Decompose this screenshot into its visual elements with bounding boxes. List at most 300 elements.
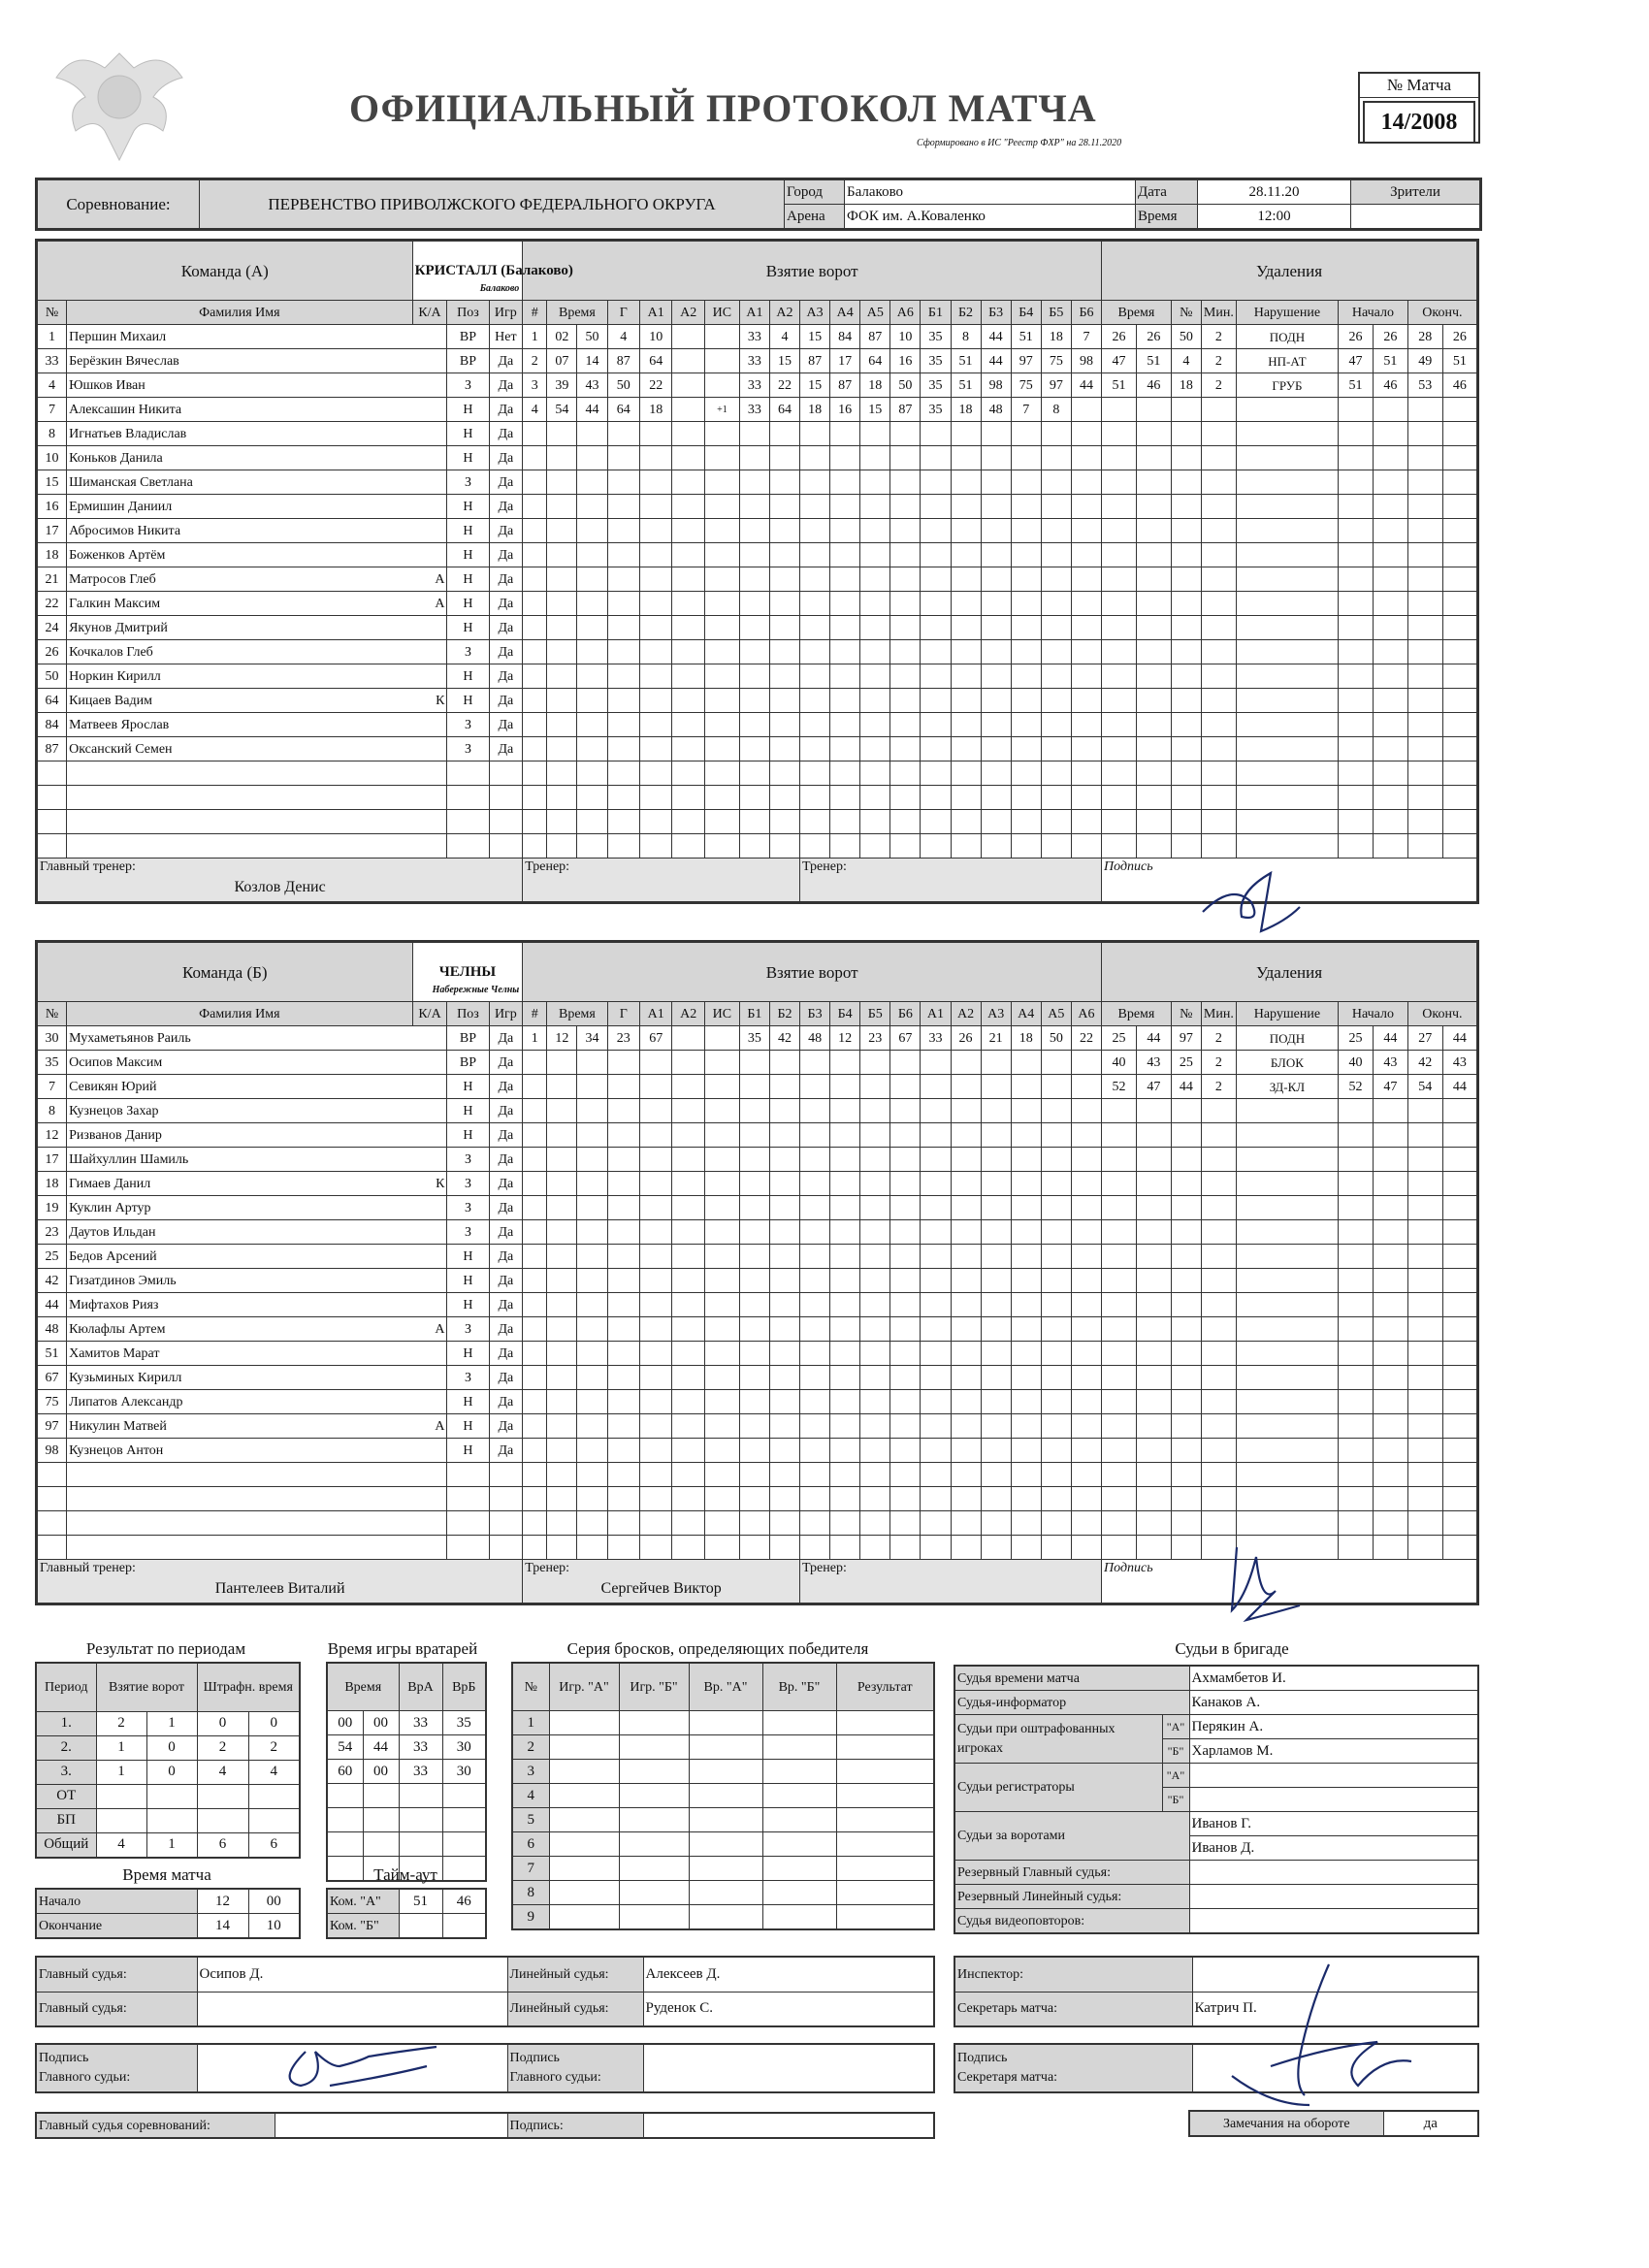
line-referee-2: Руденок С.	[643, 1992, 934, 2026]
teamA-player-name: Берёзкин Вячеслав	[67, 349, 412, 373]
periods-title: Результат по периодам	[85, 1639, 246, 1658]
sign-word: Подпись	[509, 2051, 560, 2065]
teamA-player-number: 21	[37, 567, 67, 592]
reserve-main-label: Резервный Главный судья:	[954, 1861, 1189, 1885]
teamB-penalty-cell: 54	[1407, 1075, 1442, 1099]
teamB-col-name: Фамилия Имя	[67, 1002, 412, 1026]
teamA-player-pos: Н	[447, 567, 489, 592]
teamA-penalty-cell: 2	[1201, 349, 1236, 373]
goalie-value: 00	[363, 1760, 399, 1784]
coach-b-signature	[1208, 1538, 1314, 1630]
main-referee-1: Осипов Д.	[197, 1957, 507, 1992]
teamA-row	[37, 567, 1478, 592]
teamB-player-ka: А	[412, 1317, 447, 1342]
teamA-player-name: Першин Михаил	[67, 325, 412, 349]
teamA-goal-cell: 02	[547, 325, 577, 349]
teamB-player-number: 17	[37, 1148, 67, 1172]
teamA-col-minus-5: Б5	[1041, 301, 1071, 325]
arena-value: ФОК им. А.Коваленко	[845, 205, 1136, 230]
teamB-goal-cell: 42	[769, 1026, 799, 1051]
teamA-player-ka	[412, 422, 447, 446]
teamA-col-pen-end: Оконч.	[1407, 301, 1477, 325]
teamB-player-pos: Н	[447, 1245, 489, 1269]
video-judge-label: Судья видеоповторов:	[954, 1909, 1189, 1934]
goal-judge-2: Иванов Д.	[1189, 1836, 1478, 1861]
teamB-penalty-cell: 43	[1373, 1051, 1407, 1075]
period-value	[197, 1784, 248, 1808]
teamA-player-number: 33	[37, 349, 67, 373]
shootout-row	[512, 1760, 934, 1784]
period-name: Общий	[36, 1832, 96, 1858]
teamA-player-number: 18	[37, 543, 67, 567]
remarks-label: Замечания на обороте	[1189, 2111, 1383, 2136]
teamB-player-ka	[412, 1026, 447, 1051]
teamA-player-ka: А	[412, 567, 447, 592]
teamA-col-minus-1: Б1	[921, 301, 951, 325]
teamB-player-name: Хамитов Марат	[67, 1342, 412, 1366]
teamB-player-number: 44	[37, 1293, 67, 1317]
teamA-player-ka	[412, 616, 447, 640]
penalty-judge-b: Харламов М.	[1189, 1739, 1478, 1764]
teamB-penalty-cell: 42	[1407, 1051, 1442, 1075]
referees-table	[35, 1956, 935, 2027]
teamB-player-pos: Н	[447, 1293, 489, 1317]
teamB-row	[37, 1390, 1478, 1414]
periods-header-goals: Взятие ворот	[96, 1663, 197, 1711]
secretary-label: Секретарь матча:	[954, 1992, 1192, 2026]
timeout-a-second: 46	[442, 1889, 486, 1914]
teamA-goal-cell: 87	[607, 349, 639, 373]
teamB-col-minus-1: А1	[921, 1002, 951, 1026]
teamA-goal-cell	[704, 373, 739, 398]
teamA-player-name: Юшков Иван	[67, 373, 412, 398]
goalie-header-a: ВрА	[399, 1663, 442, 1711]
teamB-player-name: Шайхуллин Шамиль	[67, 1148, 412, 1172]
teamA-goal-cell: 10	[640, 325, 672, 349]
period-value: 1	[146, 1832, 197, 1858]
teamB-row	[37, 1051, 1478, 1075]
period-value: 0	[146, 1735, 197, 1760]
teamA-player-played: Да	[489, 373, 523, 398]
teamA-penalty-cell: 46	[1136, 373, 1171, 398]
period-value: 0	[197, 1711, 248, 1735]
teamB-player-played: Да	[489, 1172, 523, 1196]
teamB-player-played: Да	[489, 1439, 523, 1463]
teamB-coach1-cell	[523, 1560, 800, 1604]
timeout-b-minute	[399, 1914, 442, 1939]
teamA-penalty-cell: 49	[1407, 349, 1442, 373]
competition-sign-label: Подпись:	[507, 2113, 643, 2138]
teamA-row	[37, 325, 1478, 349]
goalie-value: 33	[399, 1711, 442, 1735]
teamA-penalty-cell: 2	[1201, 373, 1236, 398]
teamA-player-number: 24	[37, 616, 67, 640]
periods-header-period: Период	[36, 1663, 96, 1711]
teamB-player-pos: З	[447, 1317, 489, 1342]
spectators-value	[1351, 205, 1481, 230]
teamA-penalty-cell: 46	[1442, 373, 1477, 398]
teamA-col-pen-num: №	[1171, 301, 1201, 325]
teamA-goal-cell: 43	[577, 373, 607, 398]
shootout-header-player-b: Игр. "Б"	[619, 1663, 689, 1711]
teamB-goal-cell: 50	[1041, 1026, 1071, 1051]
teamA-player-ka	[412, 470, 447, 495]
reserve-line-value	[1189, 1885, 1478, 1909]
teamA-goal-cell: 87	[800, 349, 830, 373]
match-start-hour: 12	[197, 1889, 248, 1914]
teamB-col-goal-time: Время	[547, 1002, 607, 1026]
teamB-col-plus-4: Б4	[830, 1002, 860, 1026]
teamA-row	[37, 592, 1478, 616]
teamB-penalty-cell: БЛОК	[1236, 1051, 1338, 1075]
teamA-goal-cell: 15	[769, 349, 799, 373]
teamA-table	[35, 239, 1479, 904]
teamA-head-coach-name: Козлов Денис	[234, 879, 326, 895]
shootout-num: 9	[512, 1905, 549, 1930]
timekeeper-name: Ахмамбетов И.	[1189, 1666, 1478, 1691]
teamB-player-ka: К	[412, 1172, 447, 1196]
teamA-goal-cell: 98	[981, 373, 1011, 398]
shootout-row	[512, 1735, 934, 1760]
match-number: 14/2008	[1363, 101, 1475, 144]
competition-main-referee-value	[275, 2113, 507, 2138]
generated-note: Сформировано в ИС "Реестр ФХР" на 28.11.2020	[917, 138, 1122, 148]
teamA-name: КРИСТАЛЛ (Балаково)	[414, 262, 573, 278]
teamB-player-pos: З	[447, 1148, 489, 1172]
teamA-col-plus-5: А5	[860, 301, 890, 325]
teamA-col-minus-3: Б3	[981, 301, 1011, 325]
teamB-col-plus-2: Б2	[769, 1002, 799, 1026]
periods-header-penalty: Штрафн. время	[197, 1663, 300, 1711]
teamA-goal-cell: 18	[640, 398, 672, 422]
date-value: 28.11.20	[1198, 179, 1351, 205]
teamB-col-pos: Поз	[447, 1002, 489, 1026]
teamA-col-num: №	[37, 301, 67, 325]
teamA-player-number: 10	[37, 446, 67, 470]
teamB-penalty-cell: 43	[1136, 1051, 1171, 1075]
teamB-goal-cell: 26	[951, 1026, 981, 1051]
teamB-goal-cell: 67	[890, 1026, 921, 1051]
teamB-player-ka	[412, 1123, 447, 1148]
teamA-goal-cell	[672, 325, 704, 349]
teamB-player-played: Да	[489, 1317, 523, 1342]
teamA-col-minus-6: Б6	[1071, 301, 1101, 325]
teamA-player-name: Абросимов Никита	[67, 519, 412, 543]
teamB-player-number: 67	[37, 1366, 67, 1390]
teamB-penalty-cell: 27	[1407, 1026, 1442, 1051]
teamB-player-pos: ВР	[447, 1051, 489, 1075]
teamA-player-pos: Н	[447, 398, 489, 422]
teamA-goal-cell: 15	[800, 325, 830, 349]
match-end-minute: 10	[248, 1914, 300, 1939]
teamA-player-played: Да	[489, 543, 523, 567]
teamA-goal-cell: 4	[523, 398, 547, 422]
teamA-player-played: Да	[489, 664, 523, 689]
teamB-player-played: Да	[489, 1293, 523, 1317]
teamA-col-assist1: А1	[640, 301, 672, 325]
teamA-col-goal-num: #	[523, 301, 547, 325]
teamA-player-played: Да	[489, 398, 523, 422]
teamB-penalty-cell: 44	[1373, 1026, 1407, 1051]
match-end-label: Окончание	[36, 1914, 197, 1939]
teamA-player-pos: Н	[447, 495, 489, 519]
teamA-penalty-cell: 51	[1102, 373, 1137, 398]
teamB-row	[37, 1220, 1478, 1245]
shootout-title: Серия бросков, определяющих победителя	[566, 1639, 869, 1658]
goalie-value: 30	[442, 1760, 486, 1784]
teamA-goal-cell: 18	[800, 398, 830, 422]
teamA-row	[37, 664, 1478, 689]
coach-a-signature	[1193, 863, 1319, 941]
teamA-col-plus-4: А4	[830, 301, 860, 325]
teamB-row	[37, 1463, 1478, 1487]
teamA-coach1-label: Тренер:	[525, 859, 570, 874]
teamA-col-pen-min: Мин.	[1201, 301, 1236, 325]
city-label: Город	[785, 179, 845, 205]
teamB-player-ka	[412, 1366, 447, 1390]
teamA-player-played: Да	[489, 495, 523, 519]
teamA-col-pos: Поз	[447, 301, 489, 325]
goal-judges-label: Судьи за воротами	[954, 1812, 1189, 1861]
teamA-goal-cell: 51	[1011, 325, 1041, 349]
teamB-player-pos: Н	[447, 1123, 489, 1148]
shootout-row	[512, 1857, 934, 1881]
teamA-row	[37, 786, 1478, 810]
period-value	[96, 1808, 146, 1832]
teamA-goal-cell: 35	[921, 398, 951, 422]
teamB-player-played: Да	[489, 1196, 523, 1220]
teamB-player-ka: А	[412, 1414, 447, 1439]
teamB-player-number: 19	[37, 1196, 67, 1220]
registrar-b	[1189, 1788, 1478, 1812]
teamB-player-name: Севикян Юрий	[67, 1075, 412, 1099]
main-referee-signatures	[35, 2043, 935, 2093]
shootout-row	[512, 1711, 934, 1735]
teamB-penalty-cell: 47	[1136, 1075, 1171, 1099]
teamA-player-ka	[412, 349, 447, 373]
shootout-header-goalie-b: Вр. "Б"	[762, 1663, 836, 1711]
date-label: Дата	[1136, 179, 1198, 205]
teamB-player-name: Даутов Ильдан	[67, 1220, 412, 1245]
teamB-player-played: Да	[489, 1366, 523, 1390]
match-start-label: Начало	[36, 1889, 197, 1914]
teamA-player-number: 15	[37, 470, 67, 495]
teamB-player-name: Кузьминых Кирилл	[67, 1366, 412, 1390]
teamB-player-name: Осипов Максим	[67, 1051, 412, 1075]
teamB-head-coach-cell	[37, 1560, 523, 1604]
period-value: 2	[197, 1735, 248, 1760]
shootout-num: 4	[512, 1784, 549, 1808]
shootout-row	[512, 1808, 934, 1832]
teamB-player-ka	[412, 1148, 447, 1172]
period-value: 0	[248, 1711, 300, 1735]
teamB-player-played: Да	[489, 1148, 523, 1172]
period-value	[248, 1808, 300, 1832]
reserve-line-label: Резервный Линейный судья:	[954, 1885, 1189, 1909]
teamA-player-number: 4	[37, 373, 67, 398]
teamA-player-number: 84	[37, 713, 67, 737]
goalie-row	[327, 1760, 486, 1784]
teamA-goal-cell: 51	[951, 373, 981, 398]
teamA-goal-cell: 44	[981, 349, 1011, 373]
teamA-goal-cell: 18	[860, 373, 890, 398]
teamA-penalty-cell: 50	[1171, 325, 1201, 349]
teamB-goal-cell: 23	[607, 1026, 639, 1051]
teamA-goal-cell: 22	[769, 373, 799, 398]
teamA-goal-cell: 18	[951, 398, 981, 422]
goal-judge-1: Иванов Г.	[1189, 1812, 1478, 1836]
teamA-goal-cell: 35	[921, 325, 951, 349]
teamB-col-pen-time: Время	[1102, 1002, 1172, 1026]
teamB-player-ka	[412, 1269, 447, 1293]
teamB-player-name: Ризванов Данир	[67, 1123, 412, 1148]
teamB-col-played: Игр	[489, 1002, 523, 1026]
teamA-penalty-cell: 51	[1339, 373, 1374, 398]
shootout-header-goalie-a: Вр. "А"	[689, 1663, 762, 1711]
teamB-penalty-cell: 2	[1201, 1051, 1236, 1075]
video-judge-value	[1189, 1909, 1478, 1934]
goalie-row	[327, 1808, 486, 1832]
teamA-goal-cell: +1	[704, 398, 739, 422]
teamA-player-pos: З	[447, 373, 489, 398]
teamB-row	[37, 1026, 1478, 1051]
teamA-player-number: 7	[37, 398, 67, 422]
teamA-player-number: 8	[37, 422, 67, 446]
teamB-row	[37, 1269, 1478, 1293]
emblem-logo	[37, 39, 202, 165]
teamB-player-name: Мифтахов Рияз	[67, 1293, 412, 1317]
teamB-penalty-cell: ПОДН	[1236, 1026, 1338, 1051]
teamB-penalty-cell: 2	[1201, 1075, 1236, 1099]
teamA-goal-cell: 35	[921, 373, 951, 398]
teamB-city: Набережные Челны	[432, 985, 520, 995]
teamA-player-name: Матросов Глеб	[67, 567, 412, 592]
match-time-title: Время матча	[122, 1865, 211, 1884]
teamA-goal-cell: 39	[547, 373, 577, 398]
teamA-player-number: 17	[37, 519, 67, 543]
teamA-goal-cell	[672, 373, 704, 398]
teamB-coach2-cell	[800, 1560, 1102, 1604]
teamA-goal-cell: 4	[607, 325, 639, 349]
teamA-goal-cell	[672, 349, 704, 373]
teamA-player-name: Оксанский Семен	[67, 737, 412, 761]
teamB-penalty-cell: 2	[1201, 1026, 1236, 1051]
goalie-value: 00	[363, 1711, 399, 1735]
teamB-player-name: Гимаев Данил	[67, 1172, 412, 1196]
remarks-row	[1188, 2110, 1479, 2137]
main-referee-signature	[272, 2027, 446, 2105]
teamB-row	[37, 1172, 1478, 1196]
teamA-row	[37, 470, 1478, 495]
teamB-team-cell	[412, 942, 523, 1002]
teamA-player-pos: ВР	[447, 325, 489, 349]
teamA-goal-cell: 75	[1041, 349, 1071, 373]
arena-label: Арена	[785, 205, 845, 230]
teamA-player-pos: Н	[447, 664, 489, 689]
teamB-goal-cell: 34	[577, 1026, 607, 1051]
officials-table	[954, 1665, 1479, 1934]
period-value	[146, 1784, 197, 1808]
goalie-value: 00	[327, 1711, 363, 1735]
teamB-row	[37, 1123, 1478, 1148]
sign-role: Главного судьи:	[39, 2070, 131, 2085]
teamA-col-plus-2: А2	[769, 301, 799, 325]
teamB-player-ka	[412, 1439, 447, 1463]
teamB-col-pen-type: Нарушение	[1236, 1002, 1338, 1026]
teamA-goal-cell: 10	[890, 325, 921, 349]
teamB-player-pos: З	[447, 1172, 489, 1196]
informer-name: Канаков А.	[1189, 1691, 1478, 1715]
teamA-player-ka	[412, 519, 447, 543]
teamB-penalty-cell: ЗД-КЛ	[1236, 1075, 1338, 1099]
teamA-col-goal-scorer: Г	[607, 301, 639, 325]
teamB-goal-cell: 12	[830, 1026, 860, 1051]
teamA-city: Балаково	[479, 283, 520, 294]
period-row	[36, 1711, 300, 1735]
teamA-label: Команда (А)	[37, 241, 413, 301]
teamB-player-played: Да	[489, 1075, 523, 1099]
teamA-goal-cell: 18	[1041, 325, 1071, 349]
time-value: 12:00	[1198, 205, 1351, 230]
teamA-player-name: Алексашин Никита	[67, 398, 412, 422]
teamA-goal-cell: 4	[769, 325, 799, 349]
teamA-player-name: Ермишин Даниил	[67, 495, 412, 519]
teamA-goal-cell: 64	[607, 398, 639, 422]
teamA-goal-cell: 35	[921, 349, 951, 373]
teamA-goal-cell: 44	[1071, 373, 1101, 398]
teamA-player-pos: Н	[447, 689, 489, 713]
teamA-signature-label: Подпись	[1104, 859, 1153, 874]
shootout-num: 2	[512, 1735, 549, 1760]
teamB-penalty-cell: 52	[1339, 1075, 1374, 1099]
teamB-player-played: Да	[489, 1342, 523, 1366]
teamA-goal-cell	[704, 349, 739, 373]
registrars-label: Судьи регистраторы	[954, 1764, 1162, 1812]
period-row	[36, 1784, 300, 1808]
teamA-head-coach-label: Главный тренер:	[40, 859, 136, 874]
teamA-player-number: 1	[37, 325, 67, 349]
period-value: 1	[96, 1735, 146, 1760]
period-name: 1.	[36, 1711, 96, 1735]
teamA-goal-cell: 51	[951, 349, 981, 373]
competition-referee-row	[35, 2112, 935, 2139]
teamB-penalty-cell: 47	[1373, 1075, 1407, 1099]
teamA-row	[37, 446, 1478, 470]
main-referee-2	[197, 1992, 507, 2026]
teamA-goal-cell: 87	[830, 373, 860, 398]
teamA-penalty-cell: 51	[1136, 349, 1171, 373]
period-name: 3.	[36, 1760, 96, 1784]
period-value: 6	[248, 1832, 300, 1858]
teamA-row	[37, 373, 1478, 398]
teamA-goal-cell: 48	[981, 398, 1011, 422]
teamA-player-ka	[412, 543, 447, 567]
teamA-goal-cell: 3	[523, 373, 547, 398]
teamA-player-number: 16	[37, 495, 67, 519]
teamA-col-ka: К/А	[412, 301, 447, 325]
shootout-table	[511, 1662, 935, 1930]
teamB-player-pos: Н	[447, 1439, 489, 1463]
teamB-row	[37, 1196, 1478, 1220]
shootout-row	[512, 1905, 934, 1930]
teamA-player-pos: Н	[447, 616, 489, 640]
shootout-num: 6	[512, 1832, 549, 1857]
teamB-player-played: Да	[489, 1026, 523, 1051]
period-row	[36, 1832, 300, 1858]
period-value	[96, 1784, 146, 1808]
teamA-player-name: Игнатьев Владислав	[67, 422, 412, 446]
teamB-penalty-cell: 40	[1102, 1051, 1137, 1075]
